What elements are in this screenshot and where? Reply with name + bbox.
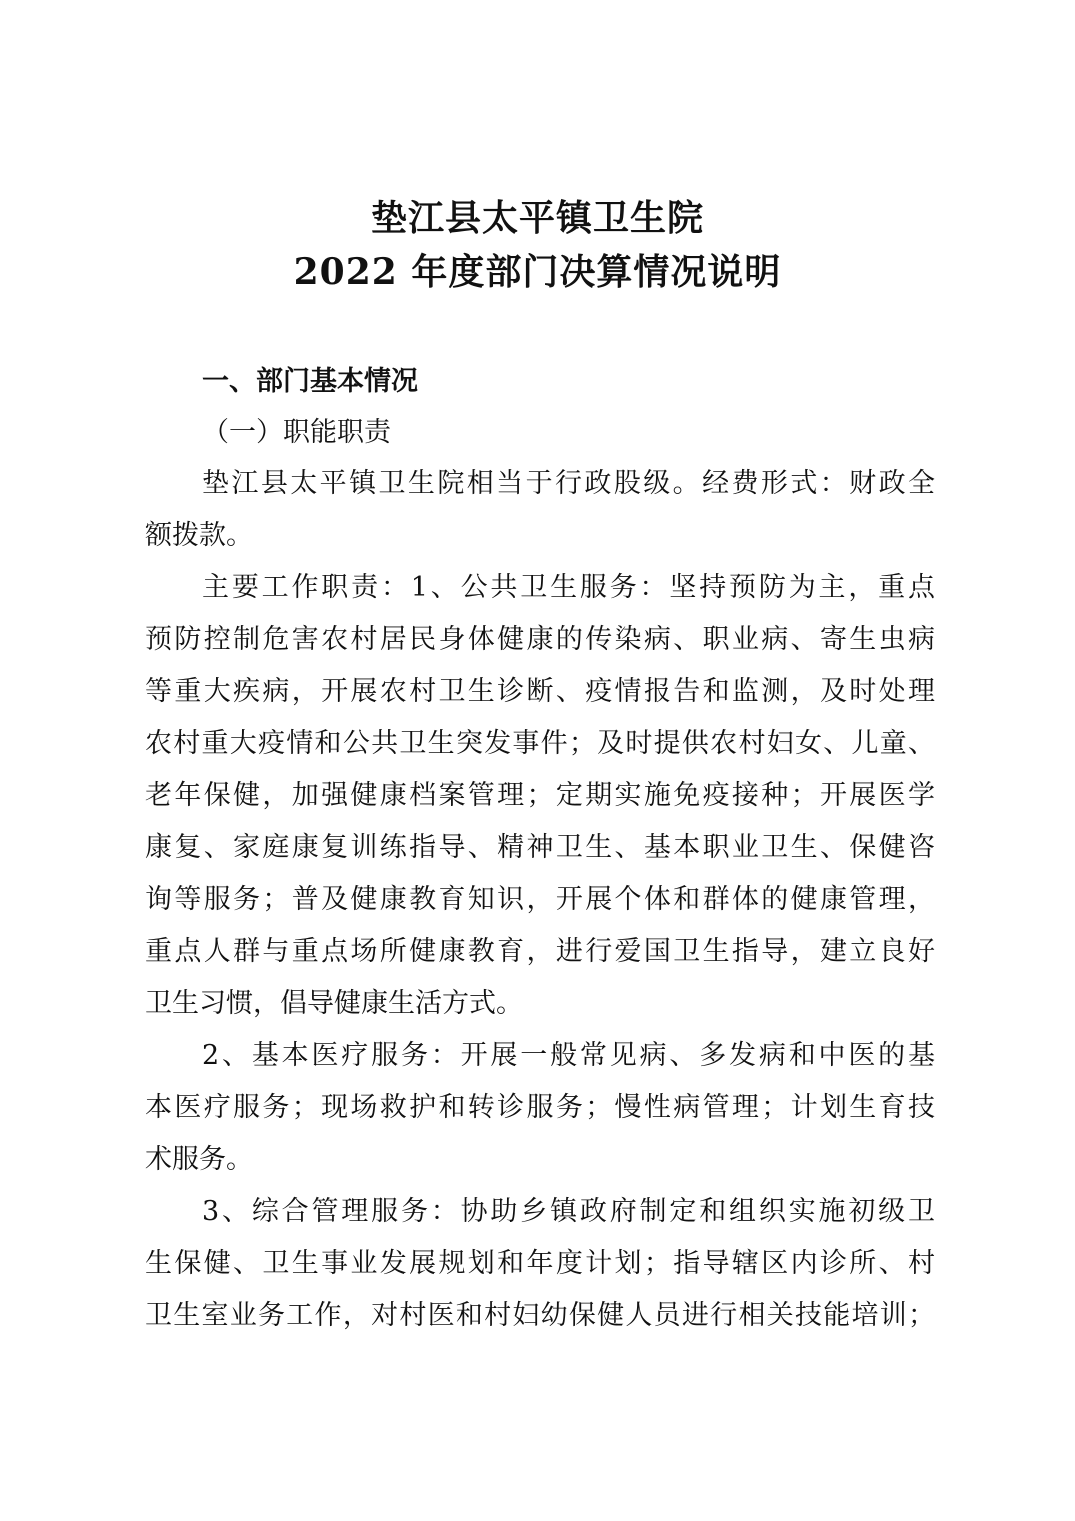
- paragraph-line: 预防控制危害农村居民身体健康的传染病、职业病、寄生虫病: [145, 624, 935, 655]
- paragraph-line: 询等服务；普及健康教育知识，开展个体和群体的健康管理，: [145, 884, 935, 915]
- paragraph-line: 重点人群与重点场所健康教育，进行爱国卫生指导，建立良好: [145, 936, 935, 967]
- paragraph-line: 农村重大疫情和公共卫生突发事件；及时提供农村妇女、儿童、: [145, 728, 935, 759]
- paragraph-line: 卫生习惯，倡导健康生活方式。: [145, 988, 523, 1019]
- section-heading-basic-info: 一、部门基本情况: [202, 366, 418, 397]
- paragraph-line: 老年保健，加强健康档案管理；定期实施免疫接种；开展医学: [145, 780, 935, 811]
- paragraph-line: 主要工作职责：1、公共卫生服务：坚持预防为主，重点: [202, 572, 935, 603]
- paragraph-line: 额拨款。: [145, 520, 253, 551]
- paragraph-line: 2、基本医疗服务：开展一般常见病、多发病和中医的基: [202, 1040, 935, 1071]
- paragraph-line: 垫江县太平镇卫生院相当于行政股级。经费形式：财政全: [202, 468, 935, 499]
- document-title-line-1: 垫江县太平镇卫生院: [370, 197, 704, 239]
- paragraph-line: 卫生室业务工作，对村医和村妇幼保健人员进行相关技能培训；: [145, 1300, 935, 1331]
- paragraph-line: 本医疗服务；现场救护和转诊服务；慢性病管理；计划生育技: [145, 1092, 935, 1123]
- subsection-heading-functions: （一）职能职责: [202, 417, 391, 448]
- paragraph-line: 生保健、卫生事业发展规划和年度计划；指导辖区内诊所、村: [145, 1248, 935, 1279]
- paragraph-line: 康复、家庭康复训练指导、精神卫生、基本职业卫生、保健咨: [145, 832, 935, 863]
- paragraph-line: 等重大疾病，开展农村卫生诊断、疫情报告和监测，及时处理: [145, 676, 935, 707]
- document-title-line-2: 2022 年度部门决算情况说明: [293, 251, 782, 293]
- paragraph-line: 3、综合管理服务：协助乡镇政府制定和组织实施初级卫: [202, 1196, 935, 1227]
- paragraph-line: 术服务。: [145, 1144, 253, 1175]
